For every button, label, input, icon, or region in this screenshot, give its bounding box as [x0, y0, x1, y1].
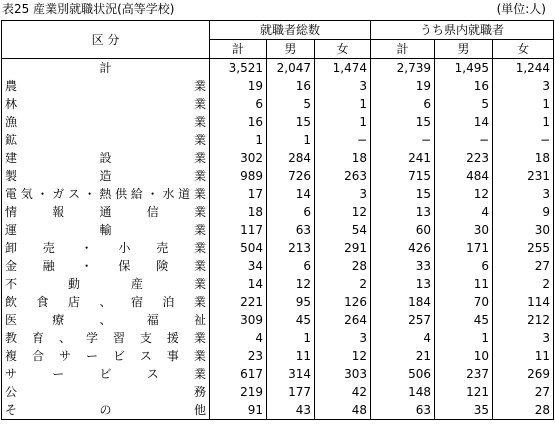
cell-total: 617 [210, 365, 267, 383]
cell-male: 1 [267, 131, 315, 149]
industry-name-chars: サ ー ビ ス 業 [5, 367, 206, 381]
cell-total: 309 [210, 311, 267, 329]
cell-total: 117 [210, 221, 267, 239]
table-row [2, 329, 554, 347]
cell-female: 1 [315, 113, 371, 131]
cell-pref-female: 11 [493, 347, 554, 365]
industry-name [2, 131, 210, 149]
cell-pref-total: 21 [371, 347, 435, 365]
industry-name-chars: 電 気 ・ ガ ス ・ 熱 供 給 ・ 水 道 業 [5, 187, 206, 201]
cell-pref-male: 237 [435, 365, 493, 383]
cell-pref-male: 45 [435, 311, 493, 329]
cell-male: 11 [267, 347, 315, 365]
industry-name-chars: 医 療 、 福 祉 [5, 313, 206, 327]
subheader-male: 男 [267, 40, 315, 59]
cell-total: 302 [210, 149, 267, 167]
table-row [2, 221, 554, 239]
cell-total: 19 [210, 77, 267, 95]
industry-name-chars: 情 報 通 信 業 [5, 205, 206, 219]
unit-label: (単位:人) [496, 2, 546, 16]
cell-female: 42 [315, 383, 371, 401]
cell-pref-male: 5 [435, 95, 493, 113]
industry-name [2, 167, 210, 185]
industry-name-chars: 建 設 業 [5, 151, 206, 165]
industry-name [2, 239, 210, 257]
cell-total: 34 [210, 257, 267, 275]
cell-pref-total: 426 [371, 239, 435, 257]
industry-name [2, 203, 210, 221]
cell-male: 43 [267, 401, 315, 420]
industry-name-chars: 飲 食 店 、 宿 泊 業 [5, 295, 206, 309]
cell-male: 726 [267, 167, 315, 185]
category-header [2, 21, 210, 59]
industry-name-chars: 製 造 業 [5, 169, 206, 183]
table-row [2, 365, 554, 383]
cell-female: 1 [315, 95, 371, 113]
cell-male: 5 [267, 95, 315, 113]
industry-name [2, 257, 210, 275]
cell-pref-total: 60 [371, 221, 435, 239]
cell-male: 95 [267, 293, 315, 311]
cell-pref-female: 231 [493, 167, 554, 185]
cell-female: 3 [315, 329, 371, 347]
industry-name-chars: そ の 他 [5, 403, 206, 417]
industry-name-chars: 卸 売 ・ 小 売 業 [5, 241, 206, 255]
cell-total: 23 [210, 347, 267, 365]
cell-female: 48 [315, 401, 371, 420]
cell-total: 91 [210, 401, 267, 420]
cell-pref-male: 12 [435, 185, 493, 203]
cell-total: 219 [210, 383, 267, 401]
cell-pref-male: 121 [435, 383, 493, 401]
cell-pref-male: 70 [435, 293, 493, 311]
cell-pref-female: 255 [493, 239, 554, 257]
cell-pref-female: 30 [493, 221, 554, 239]
industry-name-chars: 複 合 サ ー ビ ス 事 業 [5, 349, 206, 363]
cell-pref-male: 1 [435, 329, 493, 347]
subheader-pref-male: 男 [435, 40, 493, 59]
cell-pref-female: − [493, 131, 554, 149]
industry-name-chars: 公 務 [5, 385, 206, 399]
cell-pref-total: − [371, 131, 435, 149]
table-row [2, 239, 554, 257]
table-row [2, 383, 554, 401]
table-row [2, 401, 554, 420]
cell-female: 291 [315, 239, 371, 257]
cell-pref-female: 3 [493, 77, 554, 95]
title-row [2, 2, 550, 16]
table-row [2, 167, 554, 185]
cell-female: 1,474 [315, 59, 371, 78]
industry-name-chars: 農 業 [5, 79, 206, 93]
group-header-total: 就職者総数 [210, 21, 371, 40]
cell-pref-female: 3 [493, 185, 554, 203]
cell-total: 14 [210, 275, 267, 293]
cell-male: 14 [267, 185, 315, 203]
subheader-female: 女 [315, 40, 371, 59]
table-row [2, 257, 554, 275]
cell-pref-female: 18 [493, 149, 554, 167]
industry-name-chars: 運 輸 業 [5, 223, 206, 237]
cell-male: 314 [267, 365, 315, 383]
cell-total: 504 [210, 239, 267, 257]
cell-pref-total: 184 [371, 293, 435, 311]
cell-pref-female: 114 [493, 293, 554, 311]
subheader-pref-female: 女 [493, 40, 554, 59]
table-row [2, 275, 554, 293]
group-header-prefecture: うち県内就職者 [371, 21, 554, 40]
industry-name-chars: 林 業 [5, 97, 206, 111]
cell-total: 18 [210, 203, 267, 221]
cell-total: 6 [210, 95, 267, 113]
cell-pref-total: 148 [371, 383, 435, 401]
cell-pref-female: 2 [493, 275, 554, 293]
cell-male: 45 [267, 311, 315, 329]
cell-pref-female: 9 [493, 203, 554, 221]
cell-female: 12 [315, 203, 371, 221]
cell-total: 1 [210, 131, 267, 149]
cell-male: 6 [267, 257, 315, 275]
industry-name-chars: 鉱 業 [5, 133, 206, 147]
cell-male: 213 [267, 239, 315, 257]
industry-name [2, 149, 210, 167]
cell-female: 54 [315, 221, 371, 239]
industry-name-chars: 漁 業 [5, 115, 206, 129]
cell-female: 18 [315, 149, 371, 167]
table-row [2, 185, 554, 203]
cell-pref-female: 27 [493, 257, 554, 275]
subheader-pref-total: 計 [371, 40, 435, 59]
cell-pref-male: 35 [435, 401, 493, 420]
industry-name [2, 293, 210, 311]
table-row [2, 311, 554, 329]
cell-pref-male: 16 [435, 77, 493, 95]
cell-male: 1 [267, 329, 315, 347]
cell-pref-female: 1 [493, 95, 554, 113]
cell-pref-total: 63 [371, 401, 435, 420]
cell-pref-total: 13 [371, 275, 435, 293]
cell-male: 6 [267, 203, 315, 221]
cell-male: 63 [267, 221, 315, 239]
cell-female: 3 [315, 77, 371, 95]
cell-total: 221 [210, 293, 267, 311]
employment-table [1, 20, 554, 420]
total-row [2, 59, 554, 78]
cell-pref-total: 15 [371, 113, 435, 131]
cell-pref-female: 1 [493, 113, 554, 131]
cell-pref-male: 4 [435, 203, 493, 221]
cell-pref-total: 241 [371, 149, 435, 167]
cell-male: 16 [267, 77, 315, 95]
cell-pref-total: 2,739 [371, 59, 435, 78]
cell-pref-total: 4 [371, 329, 435, 347]
cell-female: 12 [315, 347, 371, 365]
cell-male: 12 [267, 275, 315, 293]
cell-total: 3,521 [210, 59, 267, 78]
cell-pref-male: 171 [435, 239, 493, 257]
cell-pref-male: 6 [435, 257, 493, 275]
industry-name [2, 401, 210, 420]
table-row [2, 95, 554, 113]
cell-total: 16 [210, 113, 267, 131]
cell-pref-total: 19 [371, 77, 435, 95]
cell-pref-total: 13 [371, 203, 435, 221]
cell-pref-male: 14 [435, 113, 493, 131]
industry-name [2, 221, 210, 239]
cell-female: 2 [315, 275, 371, 293]
cell-female: 126 [315, 293, 371, 311]
cell-pref-female: 269 [493, 365, 554, 383]
industry-name-chars: 教 育 、 学 習 支 援 業 [5, 331, 206, 345]
cell-male: 2,047 [267, 59, 315, 78]
table-row [2, 77, 554, 95]
cell-pref-male: 10 [435, 347, 493, 365]
table-title: 表25 産業別就職状況(高等学校) [2, 2, 175, 16]
cell-pref-female: 28 [493, 401, 554, 420]
cell-pref-male: − [435, 131, 493, 149]
cell-pref-male: 1,495 [435, 59, 493, 78]
industry-name [2, 77, 210, 95]
cell-total: 4 [210, 329, 267, 347]
cell-pref-total: 33 [371, 257, 435, 275]
cell-male: 177 [267, 383, 315, 401]
cell-female: 264 [315, 311, 371, 329]
cell-pref-total: 257 [371, 311, 435, 329]
cell-pref-male: 11 [435, 275, 493, 293]
cell-female: − [315, 131, 371, 149]
industry-name [2, 383, 210, 401]
industry-name-chars: 不 動 産 業 [5, 277, 206, 291]
table-row [2, 149, 554, 167]
cell-female: 263 [315, 167, 371, 185]
cell-pref-total: 506 [371, 365, 435, 383]
table-row [2, 347, 554, 365]
cell-total: 989 [210, 167, 267, 185]
industry-name [2, 95, 210, 113]
cell-total: 17 [210, 185, 267, 203]
industry-name: 計 [2, 59, 210, 78]
table-body [2, 59, 554, 420]
category-header-label: 区 分 [91, 32, 120, 47]
cell-pref-female: 27 [493, 383, 554, 401]
table-row [2, 113, 554, 131]
cell-pref-female: 1,244 [493, 59, 554, 78]
table-row [2, 203, 554, 221]
cell-pref-female: 212 [493, 311, 554, 329]
cell-pref-female: 3 [493, 329, 554, 347]
industry-name-chars: 金 融 ・ 保 険 業 [5, 259, 206, 273]
industry-name [2, 113, 210, 131]
industry-name [2, 275, 210, 293]
industry-name [2, 329, 210, 347]
cell-female: 3 [315, 185, 371, 203]
table-row [2, 293, 554, 311]
cell-pref-male: 30 [435, 221, 493, 239]
industry-name [2, 365, 210, 383]
cell-female: 28 [315, 257, 371, 275]
cell-male: 15 [267, 113, 315, 131]
cell-male: 284 [267, 149, 315, 167]
cell-female: 303 [315, 365, 371, 383]
cell-pref-total: 6 [371, 95, 435, 113]
industry-name [2, 311, 210, 329]
cell-pref-total: 15 [371, 185, 435, 203]
industry-name [2, 185, 210, 203]
industry-name [2, 347, 210, 365]
subheader-total: 計 [210, 40, 267, 59]
table-row [2, 131, 554, 149]
cell-pref-male: 223 [435, 149, 493, 167]
cell-pref-male: 484 [435, 167, 493, 185]
cell-pref-total: 715 [371, 167, 435, 185]
